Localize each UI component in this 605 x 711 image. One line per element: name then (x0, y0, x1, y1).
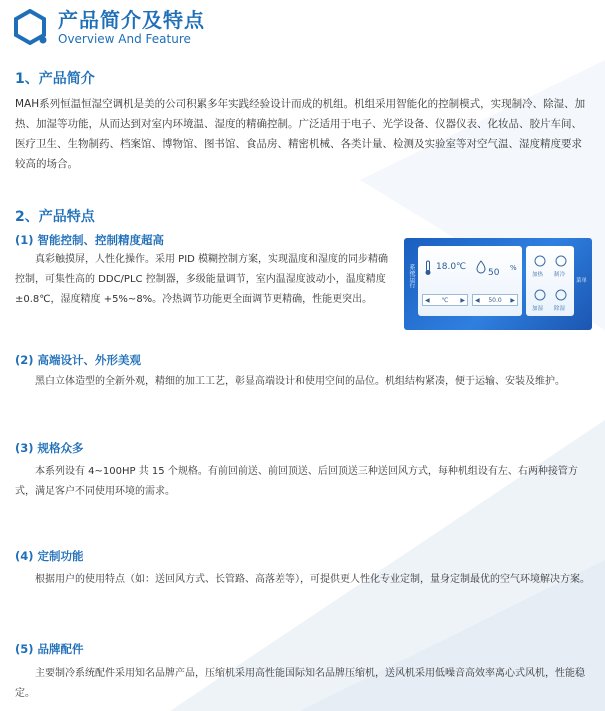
feature-1-title: (1) 智能控制、控制精度超高 (15, 233, 165, 247)
feature-2-title: (2) 高端设计、外形美观 (15, 353, 142, 367)
feature-2-text: 黑白立体造型的全新外观，精细的加工工艺，彰显高端设计和使用空间的品位。机组结构紧凑，便于运输、安装及维护。 (35, 376, 565, 387)
feature-4-title: (4) 定制功能 (15, 549, 84, 563)
left-arrow-icon[interactable]: ◀ (475, 296, 480, 304)
thermometer-icon (424, 260, 432, 276)
overview-text: MAH系列恒温恒湿空调机是美的公司积累多年实践经验设计而成的机组。机组采用智能化的控制模式，实现制冷、除湿、加热、加湿等功能，从而达到对室内环境温、湿度的精确控制。广泛适用于电子、光学设备、仪器仪表、化妆品、胶片车间、医疗卫生、生物制药、档案馆、博物馆、图书馆、食品房、精密机械、各类计量、检测及实验室等对空气温、湿度精度要求较高的场合。 (15, 98, 586, 170)
right-arrow-icon[interactable]: ▶ (460, 296, 465, 304)
humidity-unit: % (510, 264, 517, 272)
hexagon-logo-icon (12, 9, 48, 45)
panel-side-label: 系统运行 (408, 264, 415, 288)
page-title: 产品简介及特点 (58, 8, 205, 32)
menu-button[interactable]: 菜单 (576, 278, 588, 284)
feature-4-text: 根据用户的使用特点（如：送回风方式、长管路、高落差等），可提供更人性化专业定制，量身定制最优的空气环境解决方案。 (35, 574, 590, 585)
touchscreen-panel-image (404, 238, 592, 330)
page-subtitle: Overview And Feature (58, 32, 191, 46)
panel-main-screen (418, 246, 522, 316)
temp-unit-label: ℃ (441, 296, 449, 304)
humidity-setpoint-value: 50.0 (488, 296, 502, 304)
feature-3-title: (3) 规格众多 (15, 441, 84, 455)
page-header (12, 8, 205, 46)
temp-setpoint-control[interactable] (422, 294, 468, 306)
mode-icons (534, 254, 568, 302)
section-title-features: 2、产品特点 (15, 209, 95, 225)
right-arrow-icon[interactable]: ▶ (510, 296, 515, 304)
panel-mode-screen: 加热 制冷 加湿 除湿 (526, 246, 574, 316)
left-arrow-icon[interactable]: ◀ (425, 296, 430, 304)
feature-1-text: 真彩触摸屏，人性化操作。采用 PID 模糊控制方案，实现温度和湿度的同步精确控制，可集性高的 DDC/PLC 控制器，多级能量调节，室内温湿度波动小，温度精度±0.8℃，湿度精度 +5%~8%。冷热调节功能更全面调节更精确，性能更突出。 (15, 254, 389, 305)
feature-3-text: 本系列设有 4~100HP 共 15 个规格。有前回前送、前回顶送、后回顶送三种送回风方式，每种机组设有左、右两种接管方式，满足客户不同使用环境的需求。 (15, 466, 578, 497)
feature-5-text: 主要制冷系统配件采用知名品牌产品，压缩机采用高性能国际知名品牌压缩机，送风机采用低噪音高效率离心式风机，性能稳定。 (15, 668, 585, 699)
feature-5-title: (5) 品牌配件 (15, 642, 84, 656)
section-title-overview: 1、产品简介 (15, 71, 95, 87)
temperature-readout: 18.0℃ (436, 262, 467, 272)
water-drop-icon (476, 260, 486, 274)
humidity-setpoint-control[interactable] (472, 294, 518, 306)
humidity-readout: 50 (488, 268, 500, 278)
